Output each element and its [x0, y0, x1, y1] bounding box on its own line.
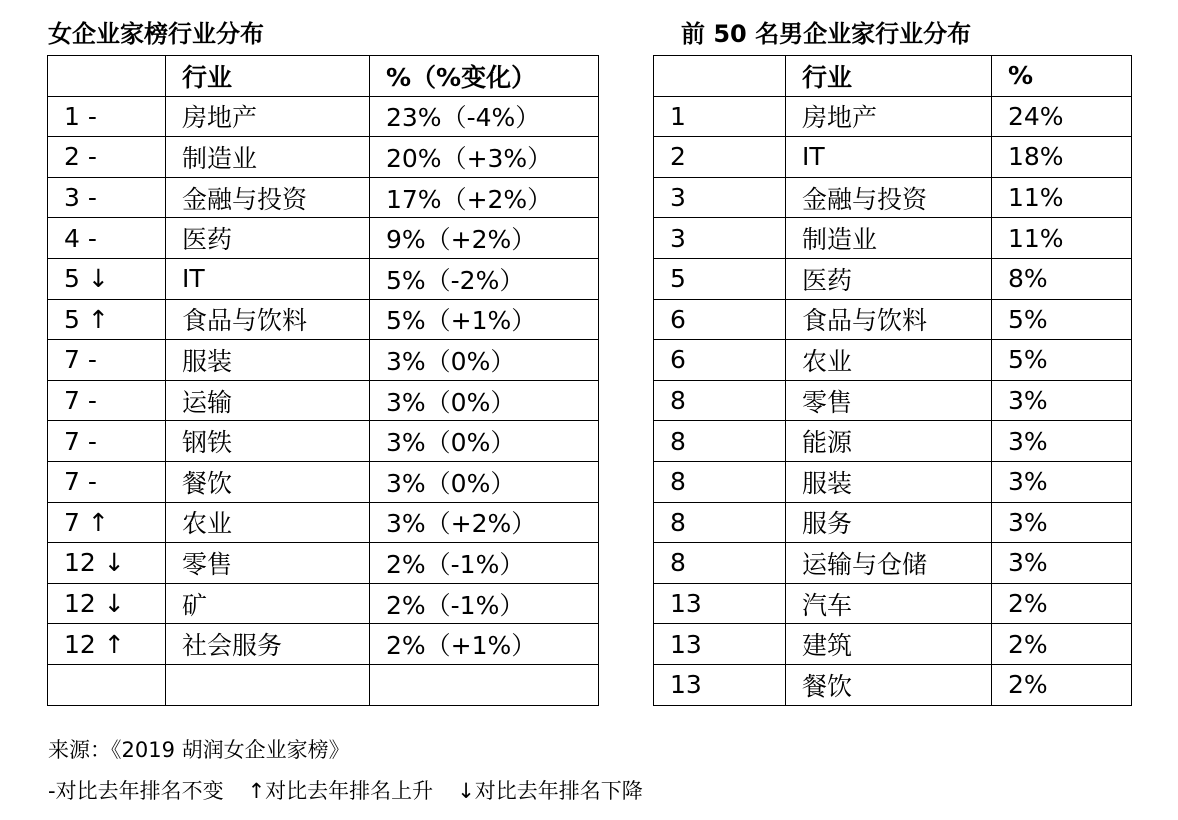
table-row — [654, 461, 1132, 502]
table-row — [654, 624, 1132, 665]
table-row — [48, 421, 599, 462]
legend-unchanged: -对比去年排名不变 — [48, 779, 224, 803]
header-industry: 行业 — [166, 56, 370, 97]
table-row — [48, 664, 599, 705]
table-row — [654, 218, 1132, 259]
industry-cell: 服装 — [166, 340, 370, 381]
table-row — [654, 299, 1132, 340]
rank-cell: 3 — [654, 218, 786, 259]
rank-cell: 6 — [654, 340, 786, 381]
table-row — [654, 380, 1132, 421]
percent-change-cell: 23%（-4%） — [370, 96, 599, 137]
rank-cell: 7 - — [48, 421, 166, 462]
percent-change-cell: 17%（+2%） — [370, 177, 599, 218]
percent-change-cell: 5%（+1%） — [370, 299, 599, 340]
table-row — [48, 137, 599, 178]
rank-cell: 2 — [654, 137, 786, 178]
industry-cell: IT — [786, 137, 992, 178]
men-table-title: 前 50 名男企业家行业分布 — [681, 20, 972, 48]
rank-cell: 8 — [654, 380, 786, 421]
table-row — [654, 177, 1132, 218]
table-row — [654, 137, 1132, 178]
industry-cell: 房地产 — [166, 96, 370, 137]
industry-cell: 食品与饮料 — [166, 299, 370, 340]
men-industry-table — [653, 55, 1132, 706]
table-row — [48, 461, 599, 502]
percent-change-cell: 3%（+2%） — [370, 502, 599, 543]
percent-cell: 3% — [992, 543, 1132, 584]
table-row — [48, 258, 599, 299]
women-table-title: 女企业家榜行业分布 — [48, 20, 264, 48]
header-rank — [654, 56, 786, 97]
header-percent-change: %（%变化） — [370, 56, 599, 97]
rank-cell: 7 - — [48, 340, 166, 381]
rank-cell: 12 ↓ — [48, 543, 166, 584]
percent-cell: 3% — [992, 461, 1132, 502]
industry-cell: 农业 — [786, 340, 992, 381]
industry-cell: 医药 — [786, 258, 992, 299]
industry-cell: 制造业 — [786, 218, 992, 259]
rank-cell: 12 ↓ — [48, 583, 166, 624]
rank-cell: 13 — [654, 624, 786, 665]
rank-cell: 6 — [654, 299, 786, 340]
table-row — [48, 299, 599, 340]
percent-change-cell: 2%（-1%） — [370, 543, 599, 584]
percent-cell: 2% — [992, 583, 1132, 624]
table-row — [48, 543, 599, 584]
industry-cell: 零售 — [786, 380, 992, 421]
rank-cell: 8 — [654, 421, 786, 462]
header-percent: % — [992, 56, 1132, 97]
percent-change-cell: 3%（0%） — [370, 340, 599, 381]
table-row — [654, 340, 1132, 381]
industry-cell: 服务 — [786, 502, 992, 543]
industry-cell: 医药 — [166, 218, 370, 259]
industry-cell: 钢铁 — [166, 421, 370, 462]
rank-cell: 5 ↑ — [48, 299, 166, 340]
industry-cell: 零售 — [166, 543, 370, 584]
rank-cell: 1 — [654, 96, 786, 137]
header-rank — [48, 56, 166, 97]
rank-cell — [48, 664, 166, 705]
percent-cell: 18% — [992, 137, 1132, 178]
rank-cell: 5 — [654, 258, 786, 299]
table-row — [654, 664, 1132, 705]
percent-cell: 24% — [992, 96, 1132, 137]
industry-cell: 汽车 — [786, 583, 992, 624]
percent-cell: 11% — [992, 177, 1132, 218]
percent-change-cell: 2%（-1%） — [370, 583, 599, 624]
table-row — [48, 380, 599, 421]
percent-cell: 5% — [992, 340, 1132, 381]
table-row — [654, 583, 1132, 624]
percent-cell: 5% — [992, 299, 1132, 340]
industry-cell: 餐饮 — [166, 461, 370, 502]
table-row — [654, 96, 1132, 137]
rank-cell: 1 - — [48, 96, 166, 137]
percent-change-cell: 3%（0%） — [370, 461, 599, 502]
table-row — [48, 624, 599, 665]
industry-cell: 房地产 — [786, 96, 992, 137]
header-industry: 行业 — [786, 56, 992, 97]
percent-cell: 3% — [992, 502, 1132, 543]
legend-up: ↑对比去年排名上升 — [247, 779, 434, 803]
rank-cell: 7 - — [48, 461, 166, 502]
rank-cell: 3 — [654, 177, 786, 218]
women-industry-table — [47, 55, 599, 706]
percent-change-cell: 20%（+3%） — [370, 137, 599, 178]
industry-cell: 服装 — [786, 461, 992, 502]
industry-cell: 农业 — [166, 502, 370, 543]
table-row — [654, 502, 1132, 543]
industry-cell: 制造业 — [166, 137, 370, 178]
table-row — [48, 218, 599, 259]
percent-cell: 2% — [992, 664, 1132, 705]
table-row — [48, 340, 599, 381]
percent-change-cell: 2%（+1%） — [370, 624, 599, 665]
percent-cell: 8% — [992, 258, 1132, 299]
industry-cell: 金融与投资 — [786, 177, 992, 218]
rank-cell: 13 — [654, 664, 786, 705]
rank-change-legend — [48, 777, 643, 805]
industry-cell: 运输与仓储 — [786, 543, 992, 584]
percent-change-cell: 5%（-2%） — [370, 258, 599, 299]
table-row — [48, 177, 599, 218]
rank-cell: 8 — [654, 502, 786, 543]
table-row — [654, 258, 1132, 299]
percent-cell: 3% — [992, 380, 1132, 421]
percent-cell: 11% — [992, 218, 1132, 259]
table-header-row — [48, 56, 599, 97]
percent-change-cell: 3%（0%） — [370, 421, 599, 462]
table-row — [654, 543, 1132, 584]
industry-cell: 餐饮 — [786, 664, 992, 705]
industry-cell: 金融与投资 — [166, 177, 370, 218]
industry-cell: 建筑 — [786, 624, 992, 665]
rank-cell: 13 — [654, 583, 786, 624]
source-note: 来源：《2019 胡润女企业家榜》 — [48, 738, 350, 762]
table-row — [654, 421, 1132, 462]
rank-cell: 4 - — [48, 218, 166, 259]
table-row — [48, 96, 599, 137]
industry-cell: 食品与饮料 — [786, 299, 992, 340]
industry-cell: 社会服务 — [166, 624, 370, 665]
rank-cell: 2 - — [48, 137, 166, 178]
industry-cell: 矿 — [166, 583, 370, 624]
percent-change-cell: 9%（+2%） — [370, 218, 599, 259]
percent-cell: 2% — [992, 624, 1132, 665]
rank-cell: 8 — [654, 543, 786, 584]
industry-cell: 能源 — [786, 421, 992, 462]
percent-change-cell: 3%（0%） — [370, 380, 599, 421]
rank-cell: 3 - — [48, 177, 166, 218]
table-row — [48, 583, 599, 624]
percent-cell: 3% — [992, 421, 1132, 462]
industry-cell — [166, 664, 370, 705]
table-row — [48, 502, 599, 543]
percent-change-cell — [370, 664, 599, 705]
rank-cell: 7 - — [48, 380, 166, 421]
industry-cell: 运输 — [166, 380, 370, 421]
rank-cell: 5 ↓ — [48, 258, 166, 299]
industry-cell: IT — [166, 258, 370, 299]
table-header-row — [654, 56, 1132, 97]
rank-cell: 8 — [654, 461, 786, 502]
legend-down: ↓对比去年排名下降 — [457, 779, 643, 803]
rank-cell: 7 ↑ — [48, 502, 166, 543]
rank-cell: 12 ↑ — [48, 624, 166, 665]
